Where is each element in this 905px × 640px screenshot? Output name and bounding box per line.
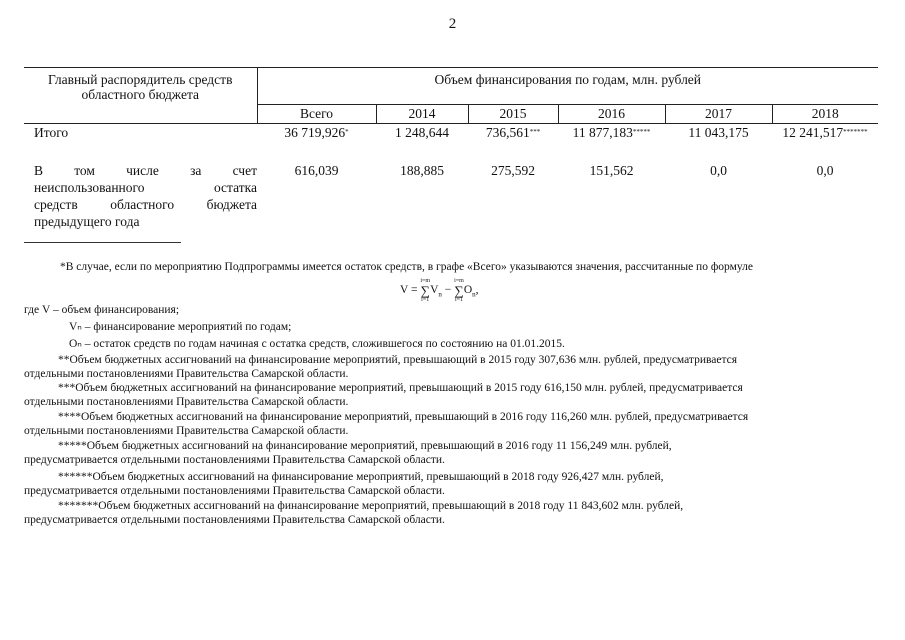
formula-sub: n [472,290,476,299]
formula-tail: , [475,284,479,297]
cell-unused-all: 616,039 [294,163,339,178]
formula-term-o: O [463,284,473,297]
sum-lower-limit: i=1 [421,297,430,303]
label-line: В том числе за счет [34,163,257,178]
footnote-star7-line2: предусматривается отдельными постановлениями Правительства Самарской области. [24,514,445,526]
header-financing-volume: Объем финансирования по годам, млн. рублей [257,68,878,105]
footnote-star3-line1: ***Объем бюджетных ассигнований на финансирование мероприятий, превышающий в 2015 году 616,150 млн. рублей, предусматривается [58,382,743,394]
sum-symbol-2 [454,277,464,304]
cell-total-all [257,124,376,143]
footnote-star4-line2: отдельными постановлениями Правительства Самарской области. [24,425,349,437]
label-line: неиспользованного остатка [34,180,257,195]
header-distributor: Главный распорядитель средств областного бюджета [24,68,257,124]
cell-unused-2017: 0,0 [710,163,727,178]
cell-total-2016 [558,124,665,143]
footnote-mark: ******* [843,128,868,136]
sum-upper-limit: i=m [454,278,464,284]
cell-value: 736,561 [485,125,530,140]
col-header-total: Всего [257,105,376,124]
col-header-2017: 2017 [665,105,772,124]
formula-minus: − [444,284,452,297]
footnote-star6-line2: предусматривается отдельными постановлениями Правительства Самарской области. [24,485,445,497]
sigma-icon: ∑ [454,283,464,298]
footnote-def-on: Oₙ – остаток средств по годам начиная с остатка средств, сложившегося по состоянию на 01.01.2015. [69,338,565,350]
col-header-2015: 2015 [468,105,558,124]
cell-total-2014 [376,124,468,143]
cell-unused-2014: 188,885 [400,163,444,178]
row-label-unused-balance [24,142,257,230]
col-header-2018: 2018 [772,105,878,124]
label-line: средств областного бюджета [34,197,257,212]
cell-unused-2016: 151,562 [589,163,634,178]
formula-lhs: V = [400,284,418,297]
footnote-star3-line2: отдельными постановлениями Правительства Самарской области. [24,396,349,408]
label-line: предыдущего года [34,214,140,229]
financing-table [24,67,878,230]
footnote-def-vn: Vₙ – финансирование мероприятий по годам; [69,321,292,333]
footnote-star2-line1: **Объем бюджетных ассигнований на финансирование мероприятий, превышающий в 2015 году 307,636 млн. рублей, предусматривается [58,354,738,366]
sigma-icon: ∑ [420,283,430,298]
table-row-total [24,124,878,143]
formula [400,277,479,304]
footnote-mark: *** [529,128,541,136]
footnote-star7-line1: *******Объем бюджетных ассигнований на финансирование мероприятий, превышающий в 2018 году 11 843,602 млн. рублей, [58,500,684,512]
col-header-2016: 2016 [558,105,665,124]
footnote-star4-line1: ****Объем бюджетных ассигнований на финансирование мероприятий, превышающий в 2016 году 116,260 млн. рублей, предусматривается [58,411,749,423]
row-label-total: Итого [34,125,69,140]
footnote-star6-line1: ******Объем бюджетных ассигнований на финансирование мероприятий, превышающий в 2018 году 926,427 млн. рублей, [58,471,664,483]
cell-unused-2015: 275,592 [491,163,535,178]
cell-value: 11 043,175 [688,125,749,140]
footnote-star5-line2: предусматривается отдельными постановлениями Правительства Самарской области. [24,454,445,466]
formula-sub: n [438,290,442,299]
table-row-unused-balance [24,142,878,230]
footnote-mark: ***** [632,128,651,136]
col-header-2014: 2014 [376,105,468,124]
sum-upper-limit: i=m [420,278,431,284]
cell-total-2015 [468,124,558,143]
page-number: 2 [448,16,457,32]
sum-lower-limit: i=1 [454,297,464,303]
cell-value: 36 719,926 [284,125,346,140]
cell-total-2017 [665,124,772,143]
formula-term-v: V [430,284,439,297]
footnote-separator [24,242,181,243]
footnote-star2-line2: отдельными постановлениями Правительства Самарской области. [24,368,349,380]
cell-value: 12 241,517 [782,125,844,140]
footnote-star1: *В случае, если по мероприятию Подпрограммы имеется остаток средств, в графе «Всего» указываются значения, рассчитанные по формуле [60,261,753,273]
cell-value: 11 877,183 [572,125,633,140]
footnote-mark: * [345,128,349,136]
footnote-star5-line1: *****Объем бюджетных ассигнований на финансирование мероприятий, превышающий в 2016 году 11 156,249 млн. рублей, [58,440,672,452]
cell-total-2018 [772,124,878,143]
sum-symbol-1 [420,277,430,304]
cell-value: 1 248,644 [395,125,449,140]
cell-unused-2018: 0,0 [816,163,834,178]
footnote-where-v: где V – объем финансирования; [24,304,180,316]
